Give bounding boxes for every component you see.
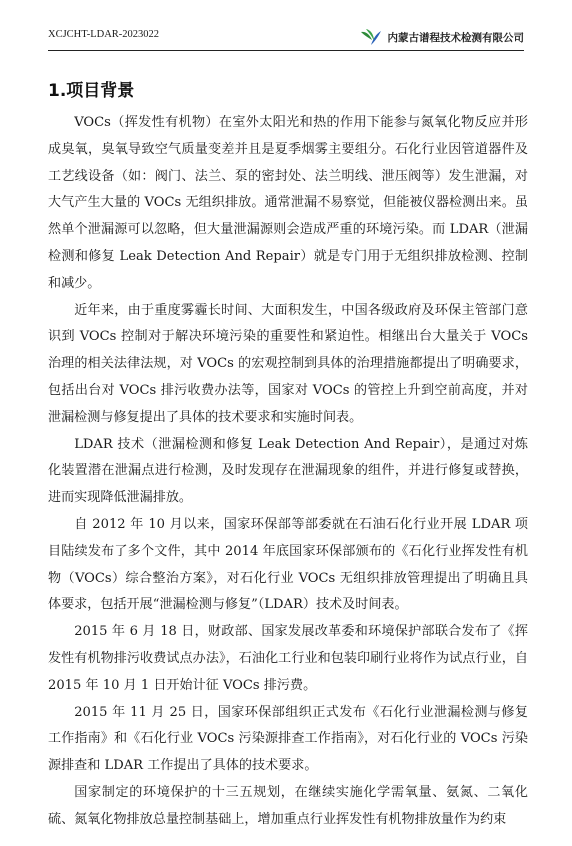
paragraph-policy-background: 近年来，由于重度雾霾长时间、大面积发生，中国各级政府及环保主管部门意识到 VOCs 控制对于解决环境污染的重要性和紧迫性。相继出台大量关于 VOCs 治理的相关法律法规，对 VOCs 的宏观控制到具体的治理措施都提出了明确要求，包括出台对 VOCs 排污收费办法等，国家对 VOCs 的管控上升到空前高度，并对泄漏检测与修复提出了具体的技术要求和实施时间表。 — [48, 302, 528, 425]
company-name: 内蒙古谱程技术检测有限公司 — [387, 31, 524, 44]
paragraph-vocs-intro: VOCs（挥发性有机物）在室外太阳光和热的作用下能参与氮氧化物反应并形成臭氧，臭氧导致空气质量变差并且是夏季烟雾主要组分。石化行业因管道器件及工艺线设备（如：阀门、法兰、泵的密封处、法兰明线、泄压阀等）发生泄漏，对大气产生大量的 VOCs 无组织排放。通常泄漏不易察觉，但能被仪器检测出来。虽然单个泄漏源可以忽略，但大量泄漏源则会造成严重的环境污染。而 LDAR（泄漏检测和修复 Leak Detection And Repair）就是专门用于无组织排放检测、控制和减少。 — [48, 115, 528, 291]
paragraph-13th-five-year-plan: 国家制定的环境保护的十三五规划，在继续实施化学需氧量、氨氮、二氧化硫、氮氧化物排放总量控制基础上，增加重点行业挥发性有机物排放量作为约束 — [48, 784, 528, 827]
paragraph-2012-regulations: 自 2012 年 10 月以来，国家环保部等部委就在石油石化行业开展 LDAR 项目陆续发布了多个文件，其中 2014 年底国家环保部颁布的《石化行业挥发性有机物（VOCs）综合整治方案》，对石化行业 VOCs 无组织排放管理提出了明确且具体要求，包括开展“泄漏检测与修复”（LDAR）技术及时间表。 — [48, 516, 528, 613]
section-body — [48, 110, 528, 834]
paragraph-2015-guidelines: 2015 年 11 月 25 日，国家环保部组织正式发布《石化行业泄漏检测与修复工作指南》和《石化行业 VOCs 污染源排查工作指南》，对石化行业的 VOCs 污染源排查和 LDAR 工作提出了具体的技术要求。 — [48, 704, 528, 774]
company-branding — [360, 28, 525, 46]
section-title: 1.项目背景 — [48, 81, 135, 101]
paragraph-2015-fee-pilot: 2015 年 6 月 18 日，财政部、国家发展改革委和环境保护部联合发布了《挥发性有机物排污收费试点办法》，石油化工行业和包装印刷行业将作为试点行业，自 2015 年 10 月 1 日开始计征 VOCs 排污费。 — [48, 624, 528, 693]
paragraph-ldar-definition: LDAR 技术（泄漏检测和修复 Leak Detection And Repair），是通过对炼化装置潜在泄漏点进行检测，及时发现存在泄漏现象的组件，并进行修复或替换，进而实现降低泄漏排放。 — [48, 436, 528, 506]
document-code: XCJCHT-LDAR-2023022 — [48, 29, 160, 40]
page-header — [48, 20, 524, 51]
company-logo-icon — [360, 28, 382, 46]
